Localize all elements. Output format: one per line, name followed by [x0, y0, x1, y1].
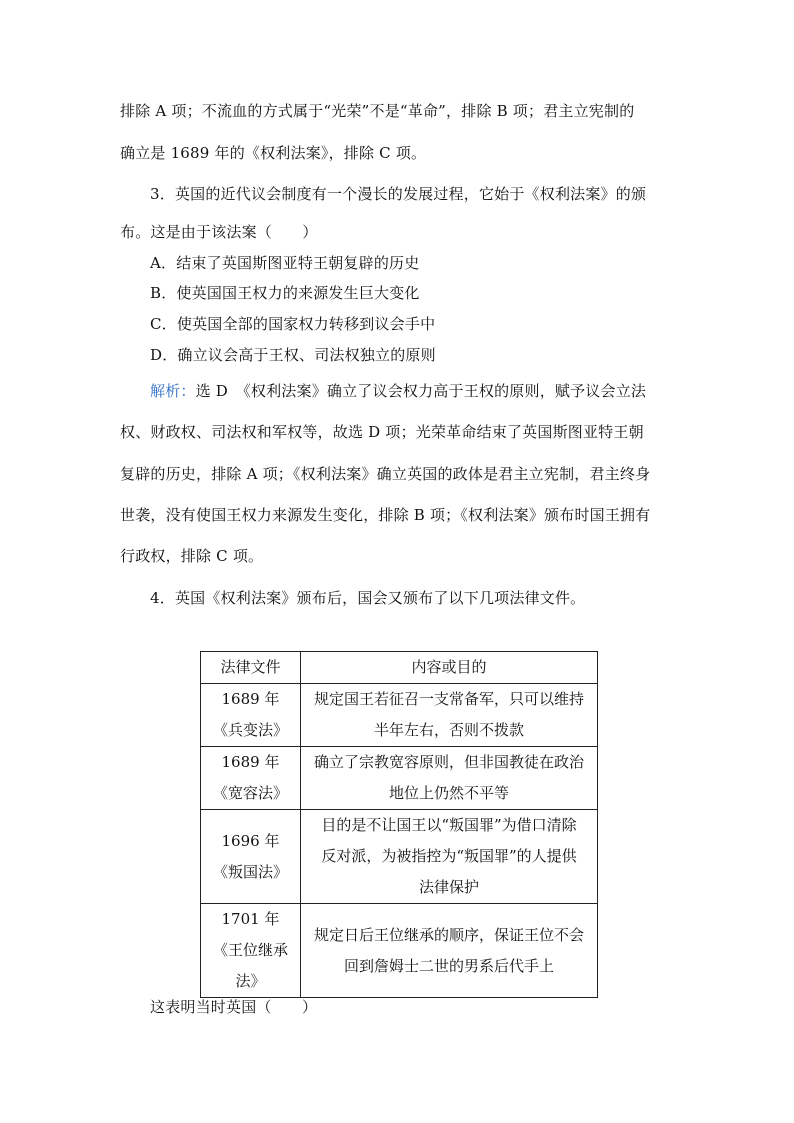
answer-prev-line-1: 排除 A 项；不流血的方式属于“光荣”不是“革命”，排除 B 项；君主立宪制的 [120, 102, 635, 120]
question-3-option-b: B．使英国国王权力的来源发生巨大变化 [150, 284, 420, 302]
table-row [201, 904, 598, 998]
analysis-line-5: 行政权，排除 C 项。 [120, 547, 264, 565]
question-3-option-d: D．确立议会高于王权、司法权独立的原则 [150, 346, 436, 364]
question-4-followup: 这表明当时英国（ ） [150, 998, 318, 1016]
law-documents-table [200, 651, 598, 998]
table-cell-law: 1689 年 《宽容法》 [201, 747, 301, 810]
question-4-stem: 4．英国《权利法案》颁布后，国会又颁布了以下几项法律文件。 [150, 589, 586, 607]
answer-prev-line-2: 确立是 1689 年的《权利法案》，排除 C 项。 [120, 144, 427, 162]
question-3-option-c: C．使英国全部的国家权力转移到议会手中 [150, 315, 436, 333]
table-header-content: 内容或目的 [301, 652, 598, 684]
analysis-line-4: 世袭，没有使国王权力来源发生变化，排除 B 项；《权利法案》颁布时国王拥有 [120, 506, 651, 524]
table-cell-content: 规定日后王位继承的顺序，保证王位不会 回到詹姆士二世的男系后代手上 [301, 904, 598, 998]
table-row [201, 747, 598, 810]
analysis-line-1 [150, 381, 646, 401]
analysis-line-1-text: 选 D 《权利法案》确立了议会权力高于王权的原则，赋予议会立法 [195, 382, 647, 400]
analysis-label: 解析： [150, 382, 196, 400]
analysis-line-2: 权、财政权、司法权和军权等，故选 D 项；光荣革命结束了英国斯图亚特王朝 [120, 423, 644, 441]
table-header-law: 法律文件 [201, 652, 301, 684]
question-3-stem-line-1: 3．英国的近代议会制度有一个漫长的发展过程，它始于《权利法案》的颁 [150, 185, 647, 203]
table-header-row [201, 652, 598, 684]
table-row [201, 684, 598, 747]
table-cell-law: 1701 年 《王位继承 法》 [201, 904, 301, 998]
question-3-stem-line-2: 布。这是由于该法案（ ） [120, 223, 318, 241]
analysis-line-3: 复辟的历史，排除 A 项；《权利法案》确立英国的政体是君主立宪制，君主终身 [120, 465, 651, 483]
question-3-option-a: A．结束了英国斯图亚特王朝复辟的历史 [150, 254, 420, 272]
table-cell-law: 1696 年 《叛国法》 [201, 810, 301, 904]
table-cell-content: 目的是不让国王以“叛国罪”为借口清除 反对派，为被指控为“叛国罪”的人提供 法律保护 [301, 810, 598, 904]
table-cell-content: 确立了宗教宽容原则，但非国教徒在政治 地位上仍然不平等 [301, 747, 598, 810]
table-row [201, 810, 598, 904]
table-cell-content: 规定国王若征召一支常备军，只可以维持 半年左右，否则不拨款 [301, 684, 598, 747]
table-cell-law: 1689 年 《兵变法》 [201, 684, 301, 747]
